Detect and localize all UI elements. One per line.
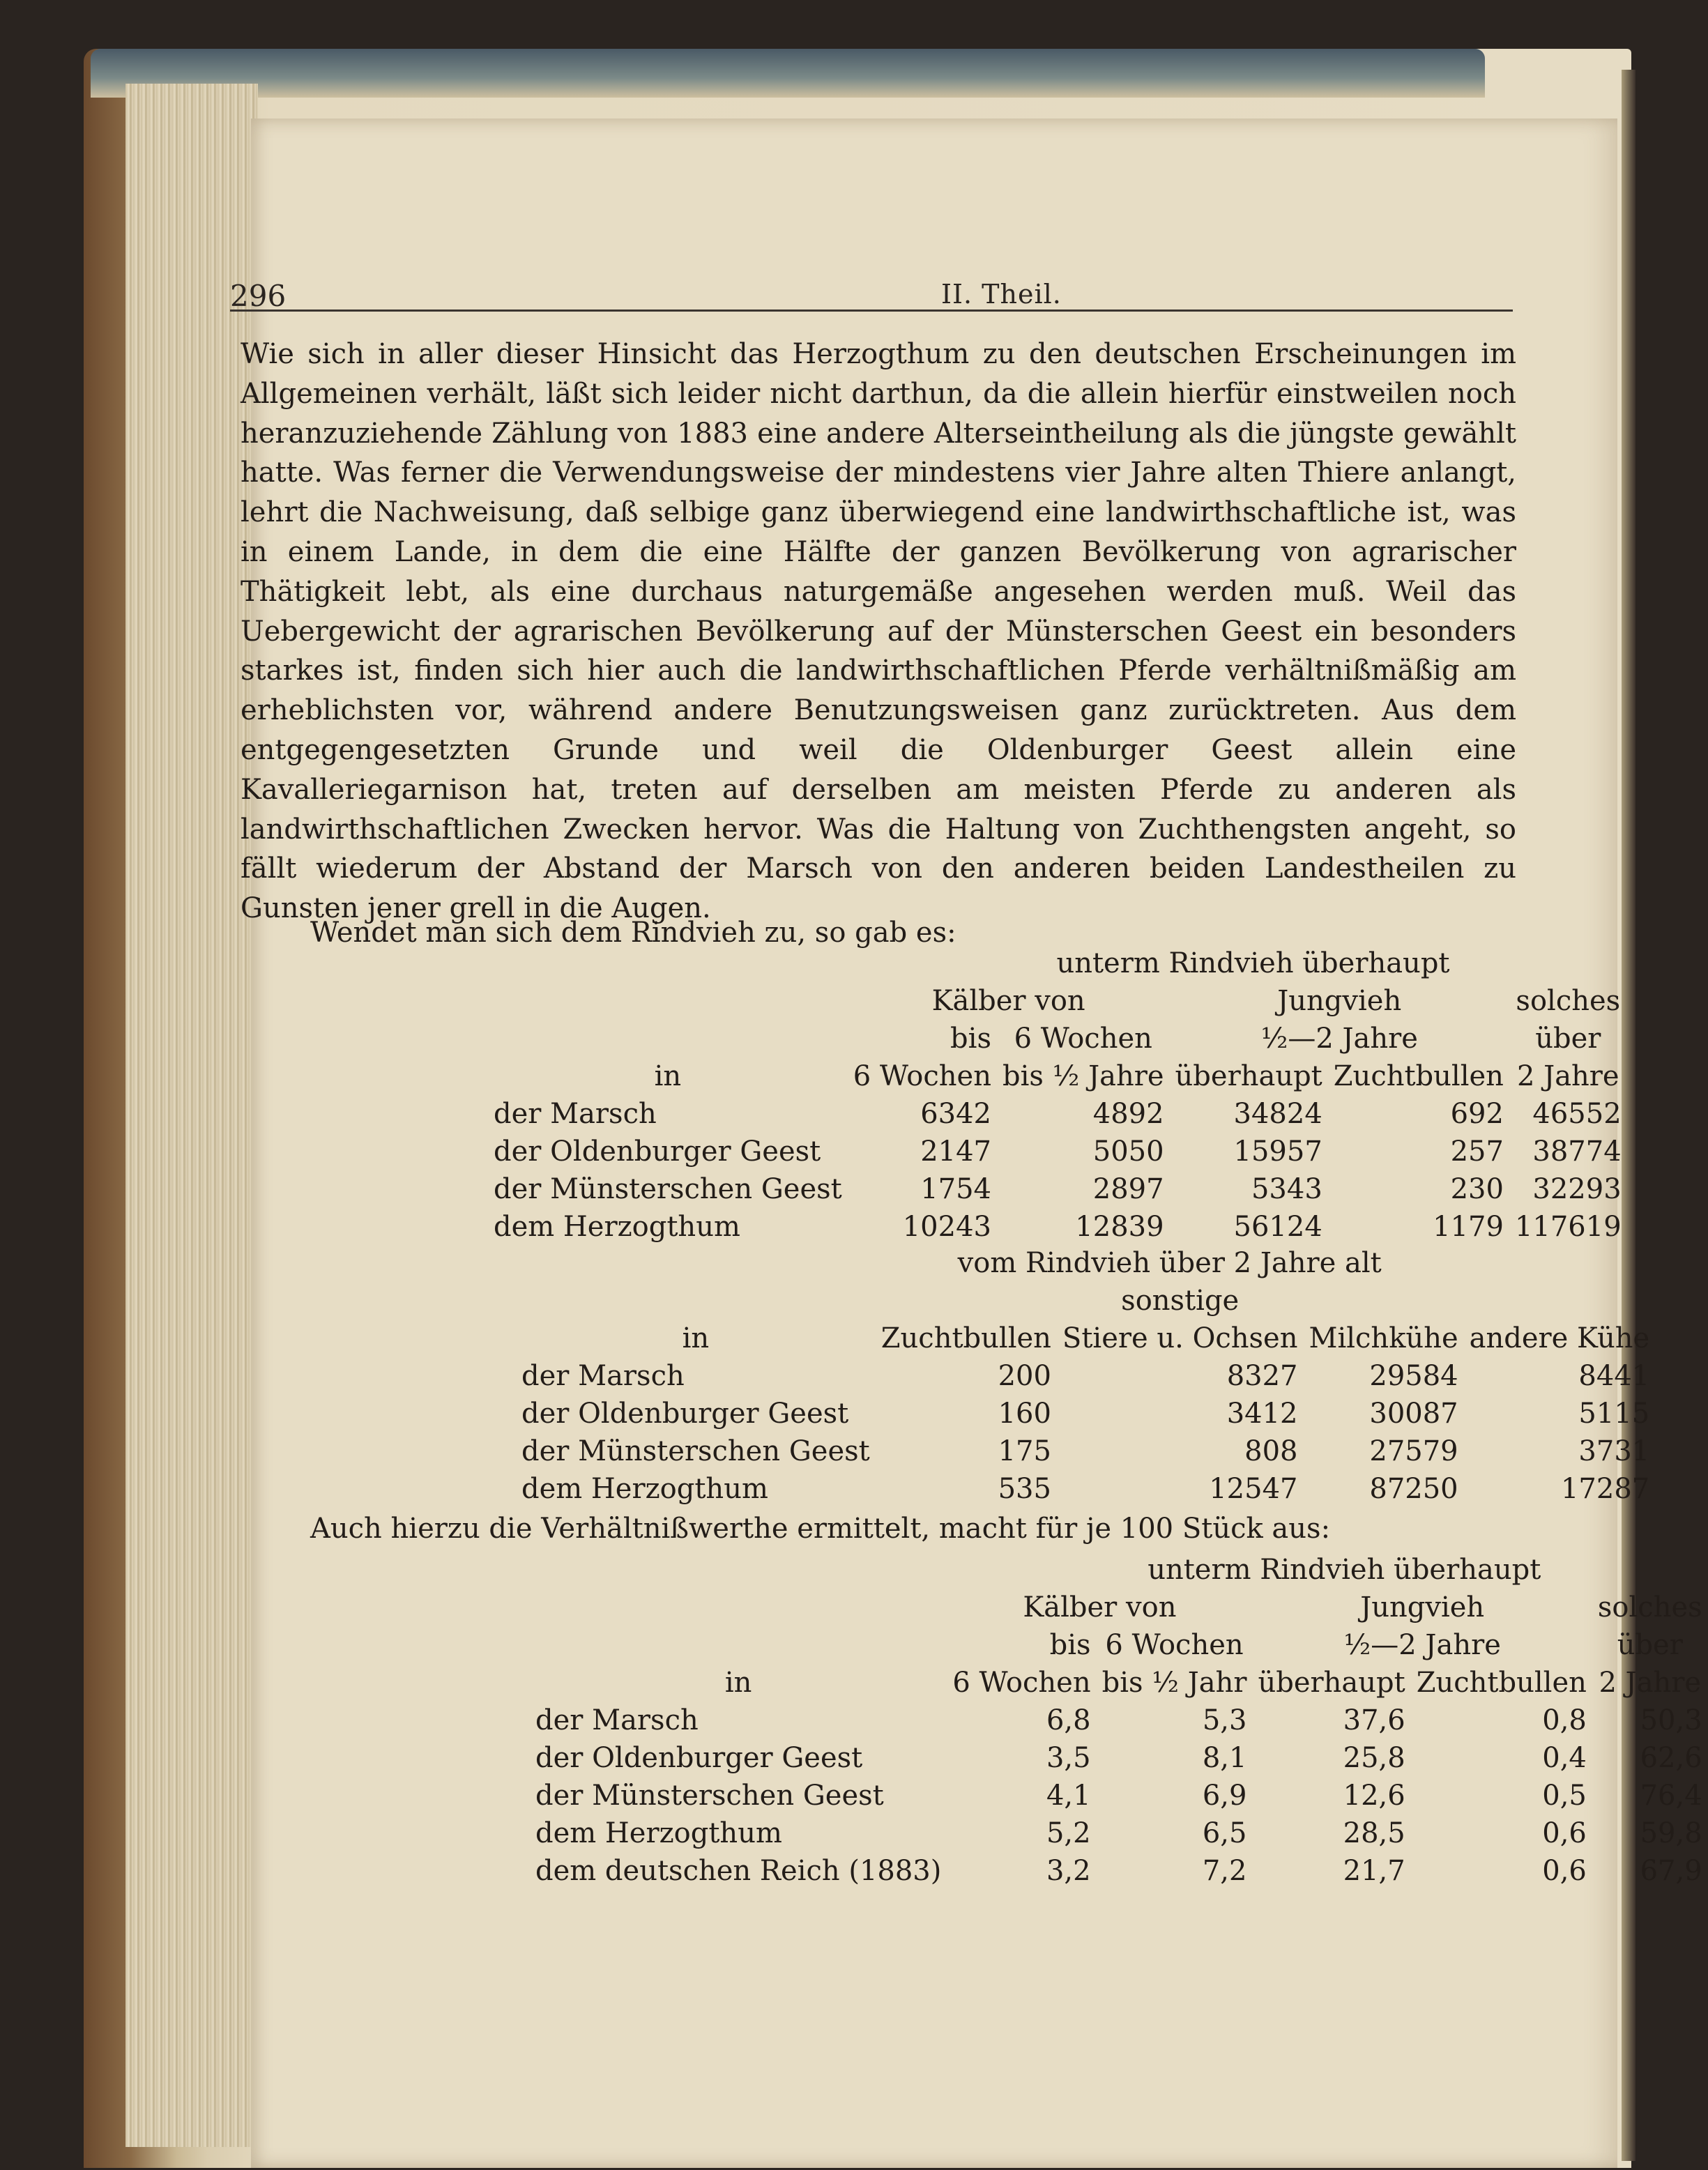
table-cell: 5,3 — [1202, 1704, 1247, 1736]
row-label: dem Herzogthum — [521, 1473, 768, 1505]
table-cell: 0,6 — [1542, 1855, 1587, 1887]
table-group-header-row — [530, 1589, 1708, 1626]
table-cell: 3,2 — [1046, 1855, 1091, 1887]
table-header-cell: bis — [1049, 1629, 1091, 1661]
table-group-such: solches — [1597, 1591, 1702, 1623]
table-cell: 10243 — [902, 1211, 991, 1243]
table-row — [516, 1432, 1655, 1470]
row-label: dem Herzogthum — [535, 1817, 782, 1849]
table-header-row — [530, 1626, 1708, 1664]
table-header-cell: 6 Wochen — [1105, 1629, 1244, 1661]
table-span-header-row — [530, 1551, 1708, 1589]
table-cell: 692 — [1450, 1098, 1504, 1130]
running-head: II. Theil. — [941, 279, 1062, 310]
table-cell: 46552 — [1532, 1098, 1622, 1130]
row-label: der Münsterschen Geest — [535, 1780, 884, 1812]
table-cell: 3412 — [1226, 1398, 1298, 1430]
table-cell: 2897 — [1092, 1173, 1164, 1205]
table-group-such: solches — [1516, 985, 1621, 1017]
table-span-header: vom Rindvieh über 2 Jahre alt — [957, 1247, 1382, 1279]
table-cell: 62,6 — [1640, 1742, 1702, 1774]
table-row — [488, 1208, 1627, 1246]
table-row — [530, 1814, 1708, 1852]
table-header-cell: in — [682, 1322, 710, 1354]
body-paragraph-3: Auch hierzu die Verhältnißwerthe ermittelt, macht für je 100 Stück aus: — [310, 1513, 1331, 1545]
table-row — [516, 1395, 1655, 1432]
table-cell: 117619 — [1514, 1211, 1622, 1243]
table-cell: 0,5 — [1542, 1780, 1587, 1812]
table-header-cell: bis ½ Jahre — [1002, 1060, 1164, 1092]
table-row — [516, 1357, 1655, 1395]
table-cell: 8327 — [1226, 1360, 1298, 1392]
table-row — [488, 1170, 1627, 1208]
table-cell: 5343 — [1251, 1173, 1322, 1205]
table-cell: 1754 — [920, 1173, 991, 1205]
table-header-cell: ½—2 Jahre — [1343, 1629, 1501, 1661]
table-cell: 37,6 — [1343, 1704, 1405, 1736]
table-cell: 5115 — [1578, 1398, 1650, 1430]
table-group-header-row — [488, 982, 1627, 1020]
table-cell: 12839 — [1075, 1211, 1164, 1243]
page-number: 296 — [230, 279, 287, 313]
table-cell: 0,8 — [1542, 1704, 1587, 1736]
table-cell: 67,9 — [1640, 1855, 1702, 1887]
table-group-calves: Kälber von — [1023, 1591, 1177, 1623]
table-cell: 535 — [998, 1473, 1051, 1505]
table-span-header-row — [516, 1244, 1655, 1282]
table-header-cell: 6 Wochen — [1014, 1023, 1152, 1055]
table-header-cell: 2 Jahre — [1599, 1667, 1702, 1699]
table-cell: 50,3 — [1640, 1704, 1702, 1736]
table-cell: 12547 — [1209, 1473, 1298, 1505]
cattle-table-over-two-years — [516, 1244, 1655, 1508]
table-cell: 175 — [998, 1435, 1051, 1467]
table-cell: 38774 — [1532, 1136, 1622, 1168]
book-cover-top — [91, 49, 1485, 98]
table-header-cell: in — [724, 1667, 752, 1699]
row-label: der Marsch — [494, 1098, 657, 1130]
row-label: der Münsterschen Geest — [494, 1173, 842, 1205]
table-cell: 2147 — [920, 1136, 991, 1168]
row-label: dem deutschen Reich (1883) — [535, 1855, 942, 1887]
table-cell: 6342 — [920, 1098, 991, 1130]
table-cell: 28,5 — [1343, 1817, 1405, 1849]
table-cell: 30087 — [1369, 1398, 1458, 1430]
table-cell: 59,8 — [1640, 1817, 1702, 1849]
table-cell: 6,8 — [1046, 1704, 1091, 1736]
table-span-header: unterm Rindvieh überhaupt — [1147, 1554, 1541, 1586]
table-header-cell: bis — [950, 1023, 991, 1055]
table-header-cell: 6 Wochen — [853, 1060, 991, 1092]
table-header-row — [530, 1664, 1708, 1702]
table-cell: 808 — [1244, 1435, 1298, 1467]
table-cell: 6,9 — [1202, 1780, 1247, 1812]
table-cell: 8,1 — [1202, 1742, 1247, 1774]
table-cell: 3,5 — [1046, 1742, 1091, 1774]
table-cell: 200 — [998, 1360, 1051, 1392]
table-cell: 5050 — [1092, 1136, 1164, 1168]
table-header-cell: Stiere u. Ochsen — [1062, 1322, 1298, 1354]
table-header-cell: bis ½ Jahr — [1101, 1667, 1247, 1699]
table-cell: 27579 — [1369, 1435, 1458, 1467]
table-header-row — [516, 1320, 1655, 1357]
table-cell: 7,2 — [1202, 1855, 1247, 1887]
table-cell: 4,1 — [1046, 1780, 1091, 1812]
row-label: der Oldenburger Geest — [521, 1398, 849, 1430]
row-label: der Marsch — [521, 1360, 685, 1392]
table-cell: 25,8 — [1343, 1742, 1405, 1774]
table-cell: 34824 — [1233, 1098, 1322, 1130]
page-header — [230, 279, 1513, 312]
table-cell: 3731 — [1578, 1435, 1650, 1467]
table-row — [530, 1702, 1708, 1739]
table-row — [516, 1470, 1655, 1508]
table-header-cell: Milchkühe — [1309, 1322, 1458, 1354]
table-header-cell: über — [1535, 1023, 1601, 1055]
table-cell: 17287 — [1560, 1473, 1650, 1505]
table-header-cell: 2 Jahre — [1517, 1060, 1619, 1092]
table-group-young: Jungvieh — [1277, 985, 1402, 1017]
table-header-cell: andere Kühe — [1469, 1322, 1650, 1354]
table-row — [488, 1133, 1627, 1170]
table-header-row — [488, 1057, 1627, 1095]
table-cell: 32293 — [1532, 1173, 1622, 1205]
cattle-table-absolute — [488, 945, 1627, 1246]
table-cell: 21,7 — [1343, 1855, 1405, 1887]
table-cell: 5,2 — [1046, 1817, 1091, 1849]
table-row — [530, 1777, 1708, 1814]
table-cell: 6,5 — [1202, 1817, 1247, 1849]
table-header-cell: überhaupt — [1175, 1060, 1322, 1092]
table-cell: 4892 — [1092, 1098, 1164, 1130]
table-header-cell: über — [1617, 1629, 1683, 1661]
table-cell: 8441 — [1578, 1360, 1650, 1392]
table-cell: 15957 — [1233, 1136, 1322, 1168]
body-paragraph-2: Wendet man sich dem Rindvieh zu, so gab es: — [310, 917, 956, 949]
table-row — [530, 1852, 1708, 1890]
row-label: der Oldenburger Geest — [494, 1136, 821, 1168]
table-sub-header: sonstige — [1121, 1285, 1240, 1317]
table-cell: 1179 — [1433, 1211, 1504, 1243]
table-group-young: Jungvieh — [1360, 1591, 1485, 1623]
table-cell: 0,6 — [1542, 1817, 1587, 1849]
table-header-cell: 6 Wochen — [952, 1667, 1091, 1699]
table-cell: 29584 — [1369, 1360, 1458, 1392]
table-cell: 160 — [998, 1398, 1051, 1430]
table-header-cell: Zuchtbullen — [1333, 1060, 1504, 1092]
row-label: der Oldenburger Geest — [535, 1742, 863, 1774]
table-row — [530, 1739, 1708, 1777]
table-cell: 56124 — [1233, 1211, 1322, 1243]
table-sub-header-row — [516, 1282, 1655, 1320]
table-header-cell: Zuchtbullen — [880, 1322, 1051, 1354]
table-cell: 12,6 — [1343, 1780, 1405, 1812]
page-edges — [125, 84, 258, 2147]
table-header-row — [488, 1020, 1627, 1057]
table-cell: 0,4 — [1542, 1742, 1587, 1774]
table-cell: 76,4 — [1640, 1780, 1702, 1812]
table-group-calves: Kälber von — [931, 985, 1085, 1017]
table-span-header: unterm Rindvieh überhaupt — [1056, 947, 1450, 979]
table-header-cell: ½—2 Jahre — [1260, 1023, 1418, 1055]
table-cell: 230 — [1450, 1173, 1504, 1205]
cattle-table-ratios — [530, 1551, 1708, 1890]
row-label: dem Herzogthum — [494, 1211, 740, 1243]
body-paragraph-1: Wie sich in aller dieser Hinsicht das Herzogthum zu den deutschen Erscheinungen im Allgemeinen verhält, läßt sich leider nicht darthun, da die allein hierfür einstweilen noch heranzuziehende Zählung von 1883 eine andere Alterseintheilung als die jüngste gewählt hatte. Was ferner die Verwendungsweise der mindestens vier Jahre alten Thiere anlangt, lehrt die Nachweisung, daß selbige ganz überwiegend eine landwirthschaftliche ist, was in einem Lande, in dem die eine Hälfte der ganzen Bevölkerung von agrarischer Thätigkeit lebt, als eine durchaus naturgemäße angesehen werden muß. Weil das Uebergewicht der agrarischen Bevölkerung auf der Münsterschen Geest ein besonders starkes ist, finden sich hier auch die landwirthschaftlichen Pferde verhältnißmäßig am erheblichsten vor, während andere Benutzungsweisen ganz zurücktreten. Aus dem entgegengesetzten Grunde und weil die Oldenburger Geest allein eine Kavalleriegarnison hat, treten auf derselben am meisten Pferde zu anderen als landwirthschaftlichen Zwecken hervor. Was die Haltung von Zuchthengsten angeht, so fällt wiederum der Abstand der Marsch von den anderen beiden Landestheilen zu Gunsten jener grell in die Augen. — [241, 338, 1516, 925]
table-span-header-row — [488, 945, 1627, 982]
table-header-cell: überhaupt — [1258, 1667, 1405, 1699]
table-header-cell: in — [654, 1060, 682, 1092]
table-header-cell: Zuchtbullen — [1416, 1667, 1587, 1699]
row-label: der Münsterschen Geest — [521, 1435, 870, 1467]
table-cell: 87250 — [1369, 1473, 1458, 1505]
table-row — [488, 1095, 1627, 1133]
table-cell: 257 — [1450, 1136, 1504, 1168]
row-label: der Marsch — [535, 1704, 699, 1736]
